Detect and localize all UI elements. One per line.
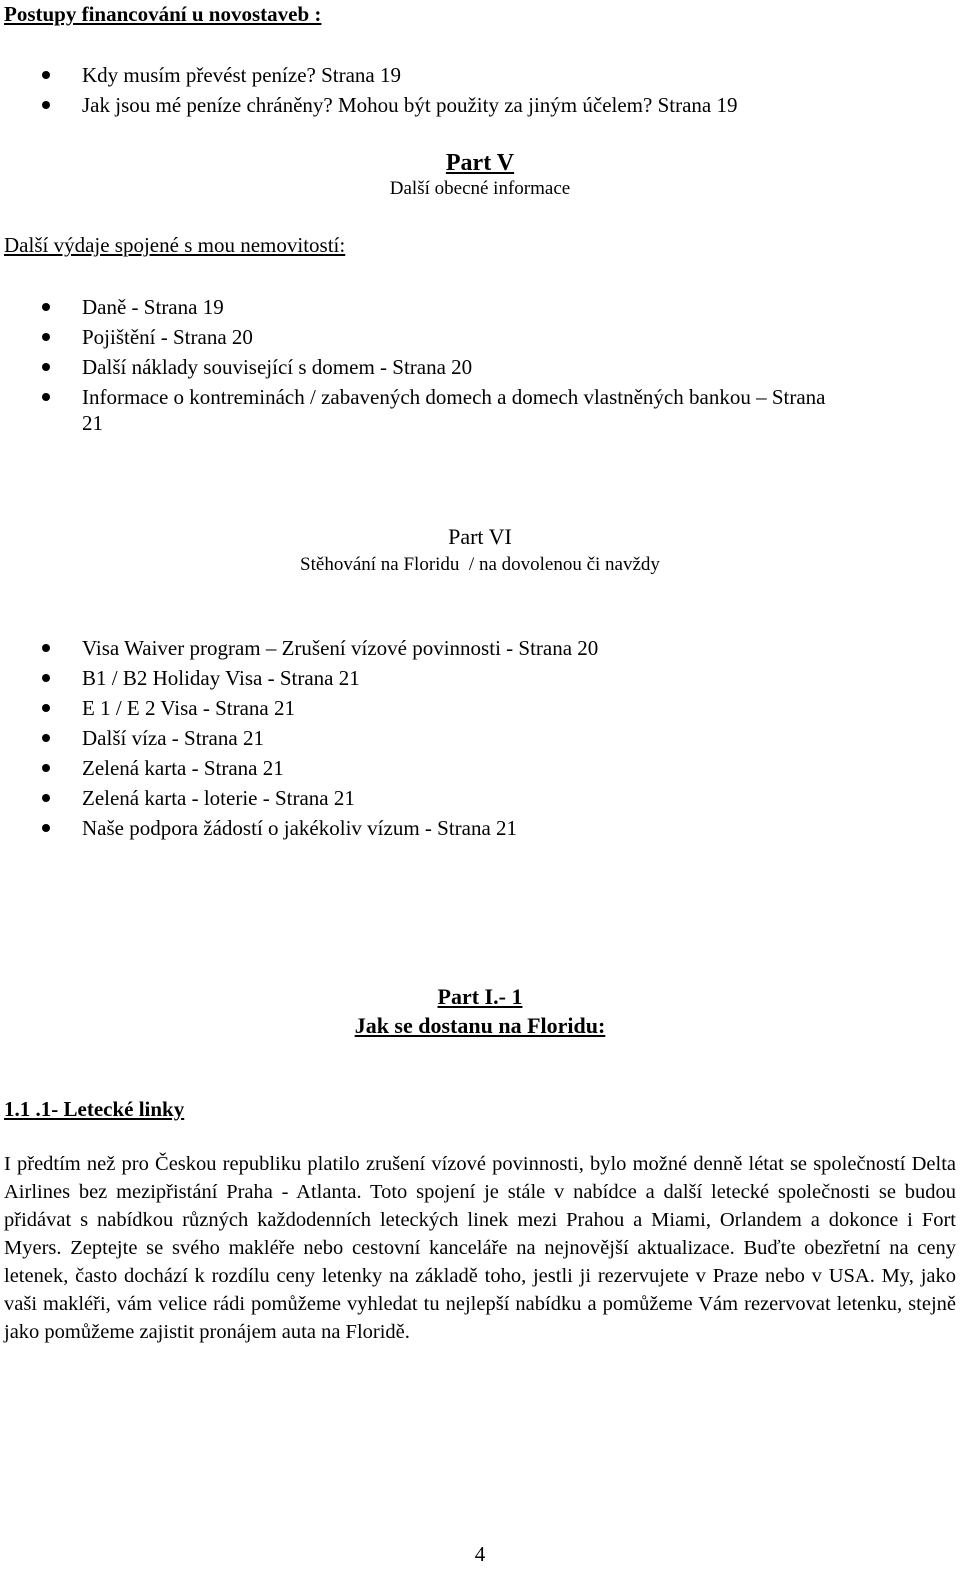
list-item: Další víza - Strana 21 bbox=[0, 723, 598, 753]
list-item: Pojištění - Strana 20 bbox=[0, 322, 825, 352]
expenses-heading: Další výdaje spojené s mou nemovitostí: bbox=[4, 233, 346, 257]
list-item: Zelená karta - Strana 21 bbox=[0, 753, 598, 783]
financing-heading: Postupy financování u novostaveb : bbox=[4, 2, 322, 26]
part1-title: Part I.- 1 bbox=[437, 984, 523, 1009]
list-item: Kdy musím převést peníze? Strana 19 bbox=[0, 60, 737, 90]
part5-subtitle: Další obecné informace bbox=[389, 178, 571, 199]
list-item: Informace o kontreminách / zabavených domech a domech vlastněných bankou – Strana bbox=[0, 382, 825, 412]
expenses-list bbox=[0, 292, 825, 412]
list-item: Daně - Strana 19 bbox=[0, 292, 825, 322]
list-item: Jak jsou mé peníze chráněny? Mohou být použity za jiným účelem? Strana 19 bbox=[0, 90, 737, 120]
page-number: 4 bbox=[474, 1542, 486, 1566]
part5-title: Part V bbox=[445, 150, 515, 176]
section-heading: 1.1 .1- Letecké linky bbox=[4, 1097, 185, 1121]
list-item: Další náklady související s domem - Strana 20 bbox=[0, 352, 825, 382]
list-item-continuation: 21 bbox=[82, 411, 103, 435]
part1-subtitle: Jak se dostanu na Floridu: bbox=[354, 1013, 606, 1038]
part6-subtitle: Stěhování na Floridu / na dovolenou či navždy bbox=[300, 554, 660, 575]
financing-list bbox=[0, 60, 737, 120]
list-item: Visa Waiver program – Zrušení vízové povinnosti - Strana 20 bbox=[0, 633, 598, 663]
list-item: E 1 / E 2 Visa - Strana 21 bbox=[0, 693, 598, 723]
list-item: B1 / B2 Holiday Visa - Strana 21 bbox=[0, 663, 598, 693]
visa-list bbox=[0, 633, 598, 843]
body-paragraph: I předtím než pro Českou republiku platilo zrušení vízové povinnosti, bylo možné denně létat se společností Delta Airlines bez mezipřistání Praha - Atlanta. Toto spojení je stále v nabídce a další letecké společnosti se budou přidávat s nabídkou různých každodenních leteckých linek mezi Prahou a Miami, Orlandem a dokonce i Fort Myers. Zeptejte se svého makléře nebo cestovní kanceláře na nejnovější aktualizace. Buďte obezřetní na ceny letenek, často dochází k rozdílu ceny letenky na základě toho, jestli ji rezervujete v Praze nebo v USA. My, jako vaši makléři, vám velice rádi pomůžeme vyhledat tu nejlepší nabídku a pomůžeme Vám rezervovat letenku, stejně jako pomůžeme zajistit pronájem auta na Floridě. bbox=[4, 1153, 956, 1343]
part6-title: Part VI bbox=[448, 524, 512, 549]
list-item: Naše podpora žádostí o jakékoliv vízum - Strana 21 bbox=[0, 813, 598, 843]
list-item: Zelená karta - loterie - Strana 21 bbox=[0, 783, 598, 813]
